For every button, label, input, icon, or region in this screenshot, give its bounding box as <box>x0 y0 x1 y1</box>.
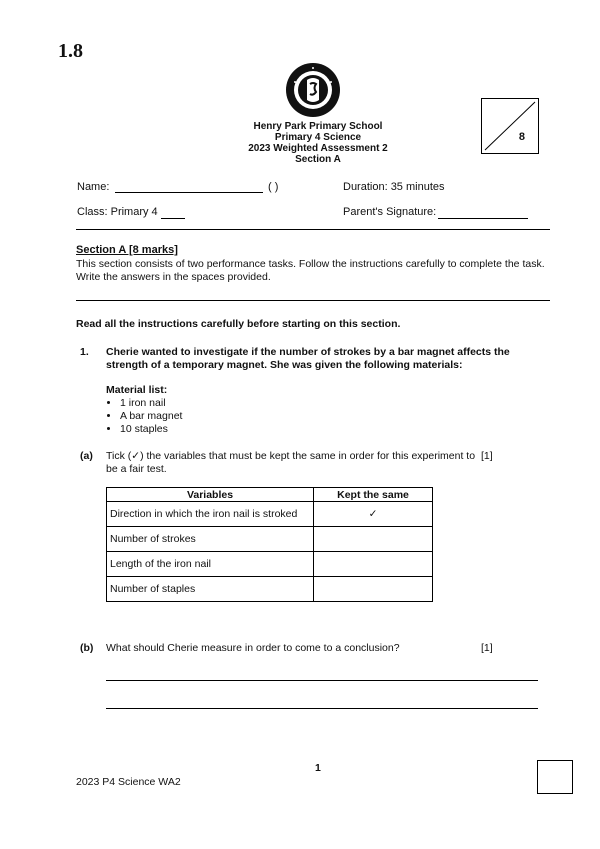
signature-label: Parent's Signature: <box>343 206 437 218</box>
variable-cell: Number of strokes <box>107 527 314 552</box>
corner-page-number: 1.8 <box>58 40 83 62</box>
tick-cell[interactable] <box>314 577 433 602</box>
table-row <box>107 527 433 552</box>
question-stem: Cherie wanted to investigate if the number of strokes by a bar magnet affects the strength of a temporary magnet. She was given the following materials: <box>106 346 510 371</box>
material-list <box>106 397 182 436</box>
score-box[interactable] <box>481 98 539 154</box>
class-label: Class: Primary 4 <box>77 206 158 218</box>
variable-cell: Length of the iron nail <box>107 552 314 577</box>
footer-label: 2023 P4 Science WA2 <box>76 776 181 788</box>
school-crest-logo <box>285 62 341 118</box>
variable-cell: Direction in which the iron nail is stroked <box>107 502 314 527</box>
table-row <box>107 502 433 527</box>
material-item: • A bar magnet <box>120 410 182 423</box>
part-b-marks: [1] <box>481 642 493 654</box>
name-field[interactable] <box>115 181 263 193</box>
read-instructions-note: Read all the instructions carefully before starting on this section. <box>76 318 401 330</box>
signature-field[interactable] <box>438 207 528 219</box>
part-b-question: What should Cherie measure in order to come to a conclusion? <box>106 642 400 654</box>
class-field[interactable] <box>161 207 185 219</box>
answer-line[interactable] <box>106 680 538 681</box>
subject-level: Primary 4 Science <box>274 132 362 143</box>
page-number: 1 <box>315 762 321 774</box>
part-a-label: (a) <box>80 450 93 462</box>
variable-cell: Number of staples <box>107 577 314 602</box>
intro-divider <box>76 300 550 301</box>
duration-text: Duration: 35 minutes <box>343 181 445 193</box>
assessment-title: 2023 Weighted Assessment 2 <box>248 143 388 154</box>
table-header-kept-same: Kept the same <box>314 488 433 502</box>
score-box-diagonal <box>482 99 538 153</box>
material-item: • 1 iron nail <box>120 397 182 410</box>
table-header-variables: Variables <box>107 488 314 502</box>
score-total: 8 <box>518 131 525 143</box>
register-number-bracket: ( ) <box>268 181 279 193</box>
tick-cell[interactable] <box>314 527 433 552</box>
part-a-marks: [1] <box>481 450 493 462</box>
section-heading: Section A <box>295 154 341 165</box>
answer-line[interactable] <box>106 708 538 709</box>
section-a-intro: This section consists of two performance tasks. Follow the instructions carefully to complete the task. Write the answers in the spaces provided. <box>76 258 545 283</box>
name-label: Name: <box>77 181 110 193</box>
part-b-label: (b) <box>80 642 94 654</box>
material-item: • 10 staples <box>120 423 182 436</box>
header-divider <box>76 229 550 230</box>
part-a-question: Tick (✓) the variables that must be kept the same in order for this experiment to be a fair test. <box>106 450 476 475</box>
section-a-title: Section A [8 marks] <box>76 244 178 256</box>
tick-cell[interactable]: ✓ <box>314 502 433 527</box>
material-list-title: Material list: <box>106 384 168 396</box>
question-number: 1. <box>80 346 89 358</box>
tick-cell[interactable] <box>314 552 433 577</box>
table-row <box>107 552 433 577</box>
variables-table <box>106 487 433 602</box>
table-row <box>107 577 433 602</box>
school-name: Henry Park Primary School <box>253 121 383 132</box>
page-score-box[interactable] <box>537 760 573 794</box>
